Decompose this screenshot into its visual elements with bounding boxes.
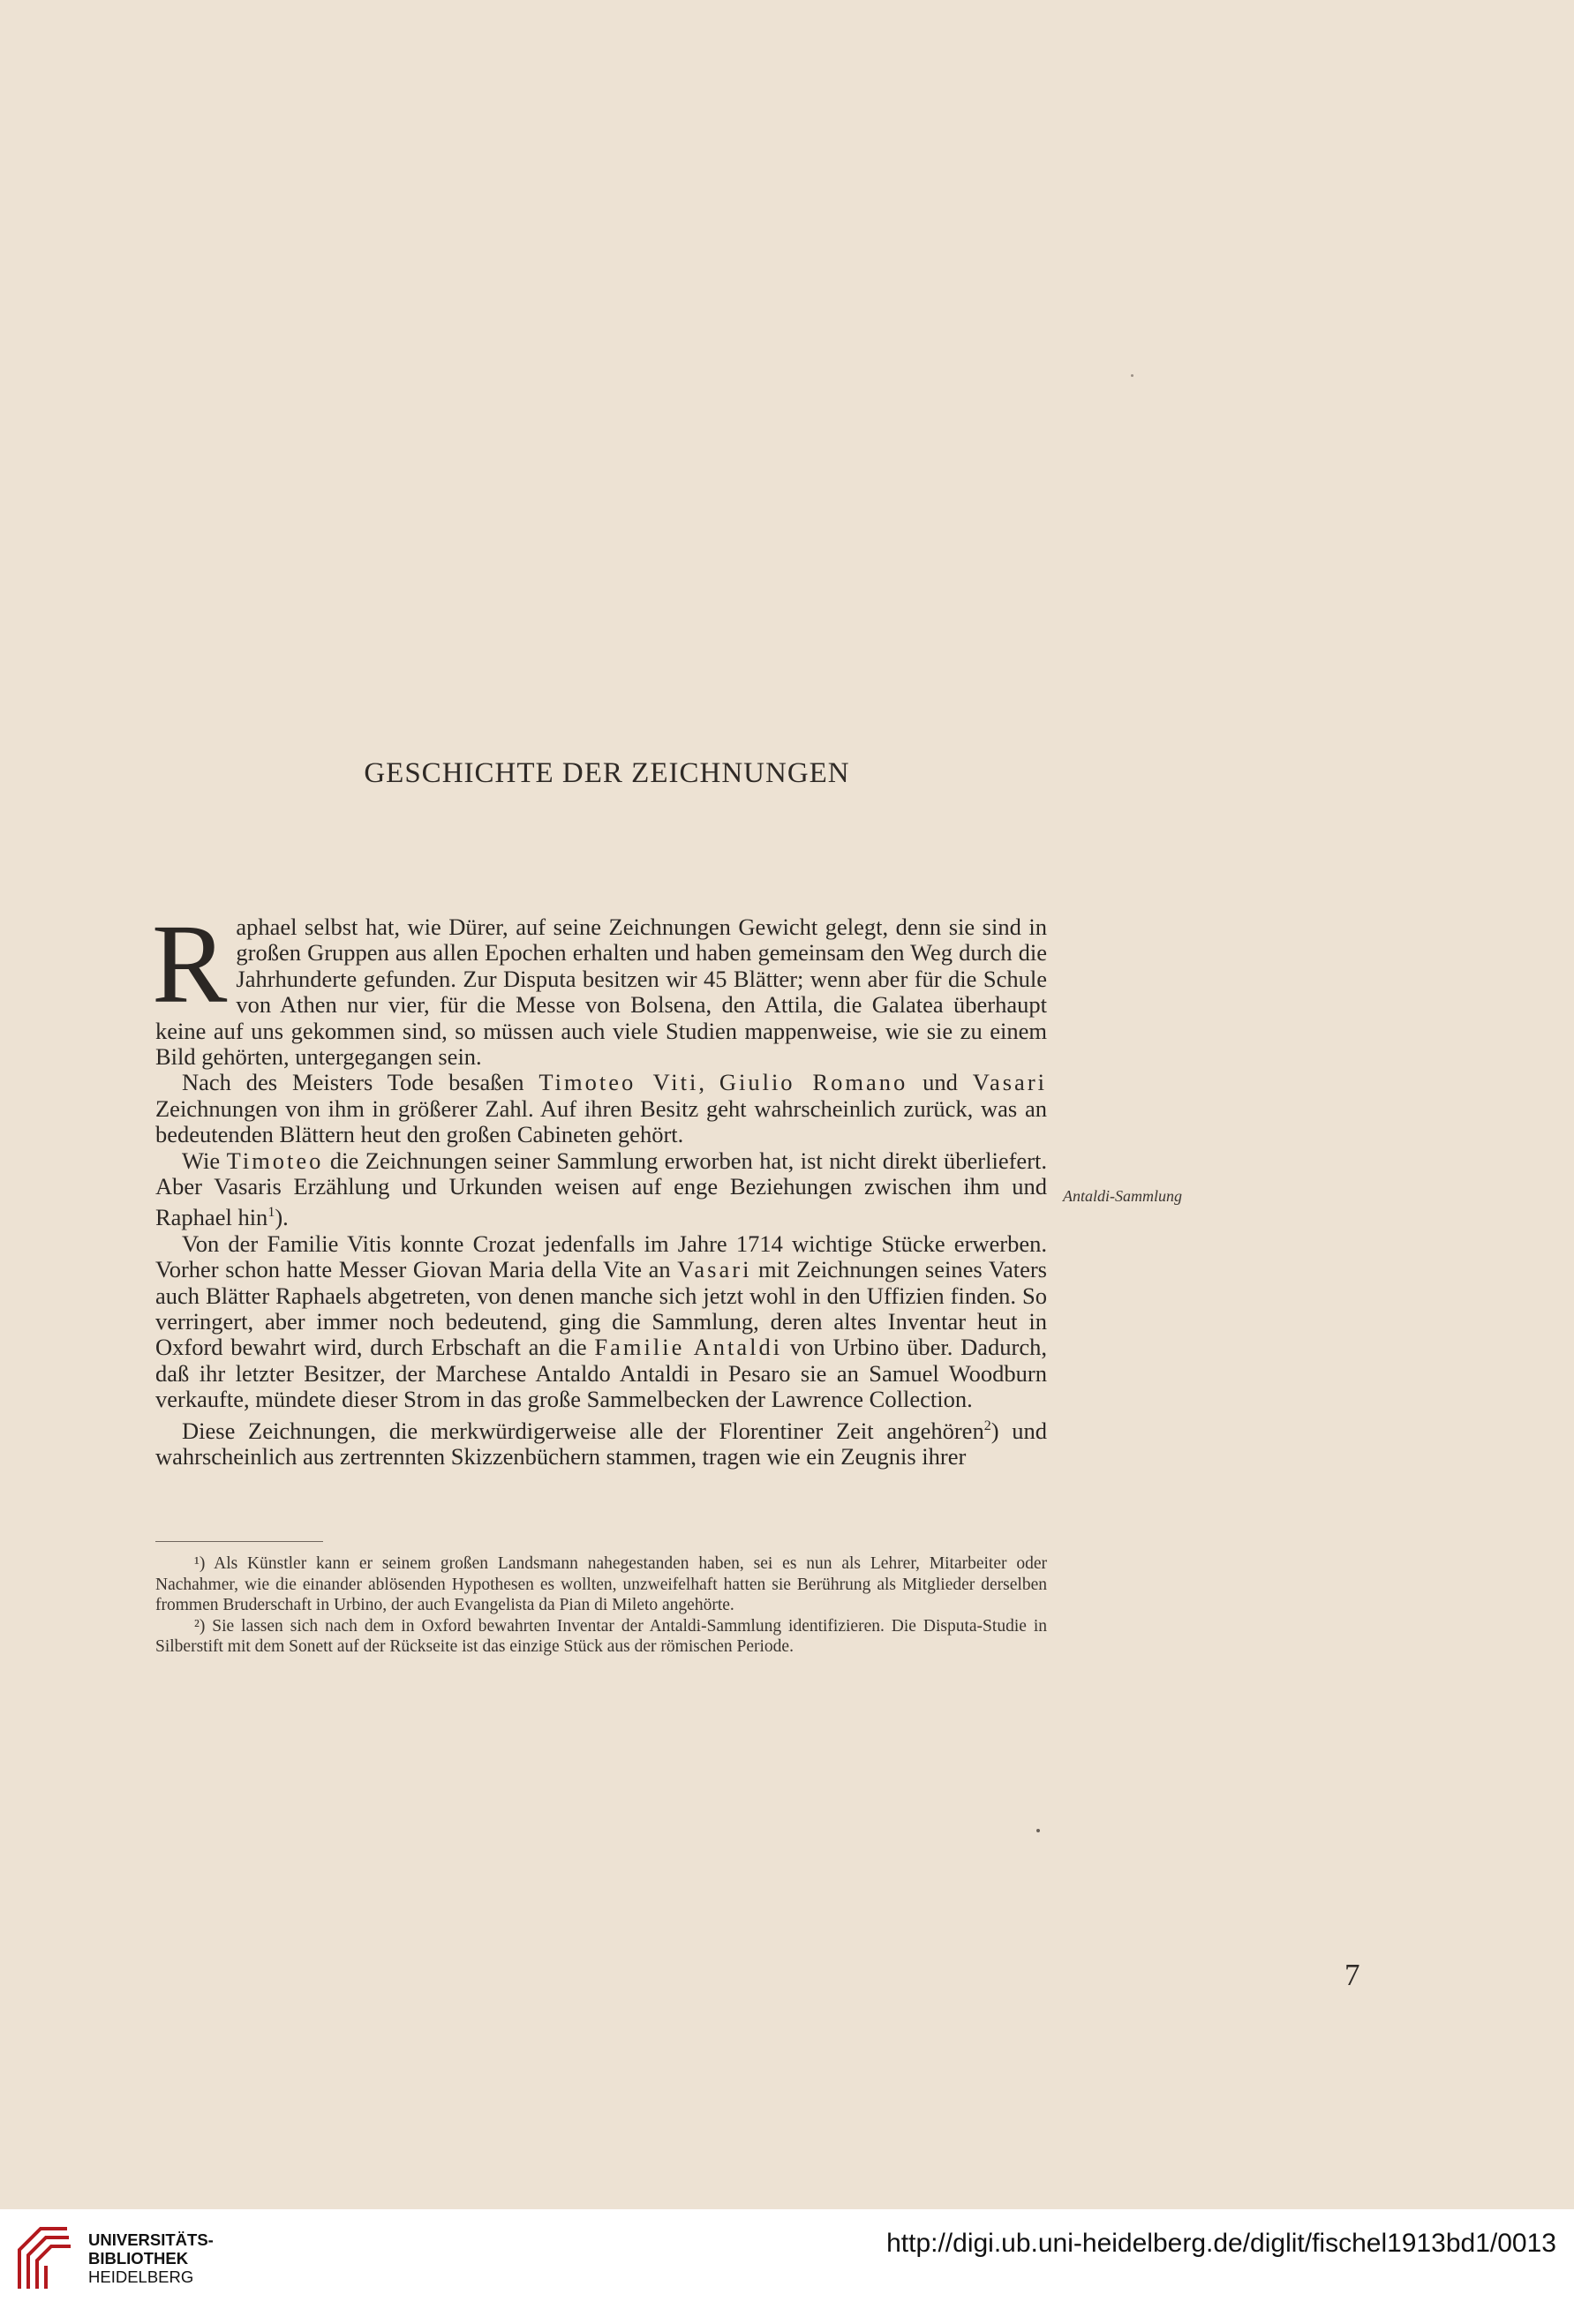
footnotes [155, 1553, 1047, 1658]
library-logo-icon [14, 2223, 78, 2292]
spaced-name: Vasari [677, 1256, 752, 1283]
text-run: Von der Familie Vitis konnte Crozat jedenfalls im Jahre 1714 wichtige Stücke erwerben. Vorher schon hatte Messer Giovan Maria della Vite an [155, 1230, 1047, 1283]
text-run: von Urbino über. Dadurch, daß ihr letzter Besitzer, der Marchese Antaldo Antaldi in Pesaro sie an Samuel Woodburn verkaufte, mündete dieser Strom in das große Sammelbecken der Lawrence Collection. [155, 1334, 1047, 1413]
library-name-line: UNIVERSITÄTS- [88, 2230, 214, 2249]
text-run: Diese Zeichnungen, die merkwürdigerweise alle der Florentiner Zeit angehören [182, 1417, 984, 1444]
digital-library-footer [0, 2209, 1574, 2324]
paragraph-4 [155, 1231, 1047, 1413]
text-run: Zeichnungen von ihm in größerer Zahl. Auf ihren Besitz geht wahrscheinlich zurück, was an bedeutenden Blättern heut den großen Cabineten gehört. [155, 1094, 1047, 1148]
text-run: Wie [182, 1147, 227, 1174]
spaced-name: Vasari [972, 1069, 1048, 1096]
footnote-divider [155, 1541, 323, 1542]
spaced-name: Timoteo [226, 1147, 324, 1174]
library-name-line: HEIDELBERG [88, 2268, 194, 2286]
spaced-name: Familie Antaldi [594, 1334, 783, 1361]
paragraph-5 [155, 1413, 1047, 1470]
footnote-ref-1[interactable]: 1 [267, 1205, 275, 1221]
paragraph-1 [152, 901, 1047, 1071]
footnote-1: ¹) Als Künstler kann er seinem großen Landsmann nahegestanden haben, sei es nun als Lehrer, Mitarbeiter oder Nachahmer, wie die einander ablösenden Hypothesen es wollten, unzweifelhaft hatten sie Berührung als Mitglieder derselben frommen Bruderschaft in Urbino, der auch Evangelista da Pian di Mileto angehörte. [155, 1554, 1047, 1614]
permalink-url[interactable]: http://digi.ub.uni-heidelberg.de/diglit/fischel1913bd1/0013 [886, 2229, 1556, 2258]
paragraph-2 [155, 1070, 1047, 1147]
footnote-2: ²) Sie lassen sich nach dem in Oxford bewahrten Inventar der Antaldi-Sammlung identifizieren. Die Disputa-Studie in Silberstift mit dem Sonett auf der Rückseite ist das einzige Stück aus der römischen Periode. [155, 1616, 1047, 1656]
spaced-name: Timoteo Viti [538, 1069, 699, 1096]
library-name [88, 2230, 214, 2286]
library-name-line: BIBLIOTHEK [88, 2249, 189, 2268]
text-run: ). [275, 1204, 289, 1231]
chapter-title: GESCHICHTE DER ZEICHNUNGEN [364, 757, 850, 789]
paper-speck [1036, 1829, 1040, 1832]
paragraph-1-text: aphael selbst hat, wie Dürer, auf seine Zeichnungen Gewicht gelegt, denn sie sind in großen Gruppen aus allen Epochen erhalten und haben gemeinsam den Weg durch die Jahrhunderte gefunden. Zur Disputa besitzen wir 45 Blätter; wenn aber für die Schule von Athen nur vier, für die Messe von Bolsena, den Attila, die Galatea überhaupt keine auf uns gekommen sind, so müssen auch viele Studien mappenweise, wie sie zu einem Bild gehörten, untergegangen sein. [155, 914, 1047, 1071]
drop-cap: R [152, 901, 228, 1027]
text-run: ) und wahrscheinlich aus zertrennten Skizzenbüchern stammen, tragen wie ein Zeugnis ihrer [155, 1417, 1047, 1470]
spaced-name: Giulio Romano [719, 1069, 908, 1096]
text-run: und [907, 1069, 973, 1096]
body-text [152, 901, 1048, 1470]
text-run: , [698, 1069, 719, 1096]
paragraph-3 [155, 1148, 1047, 1231]
page-number: 7 [1344, 1958, 1360, 1992]
footnote-ref-2[interactable]: 2 [983, 1418, 991, 1433]
text-run: mit Zeichnungen seines Vaters auch Blätter Raphaels abgetreten, von denen manche sich jetzt wohl in den Uffizien finden. So verringert, aber immer noch bedeutend, ging die Sammlung, deren altes Inventar heut in Oxford bewahrt wird, durch Erbschaft an die [155, 1256, 1047, 1361]
marginal-note: Antaldi-Sammlung [1063, 1187, 1182, 1205]
paper-speck [1131, 374, 1133, 377]
text-run: die Zeichnungen seiner Sammlung erworben hat, ist nicht direkt überliefert. Aber Vasaris Erzählung und Urkunden weisen auf enge Beziehungen zwischen ihm und Raphael hin [155, 1147, 1048, 1231]
text-run: Nach des Meisters Tode besaßen [182, 1069, 539, 1096]
